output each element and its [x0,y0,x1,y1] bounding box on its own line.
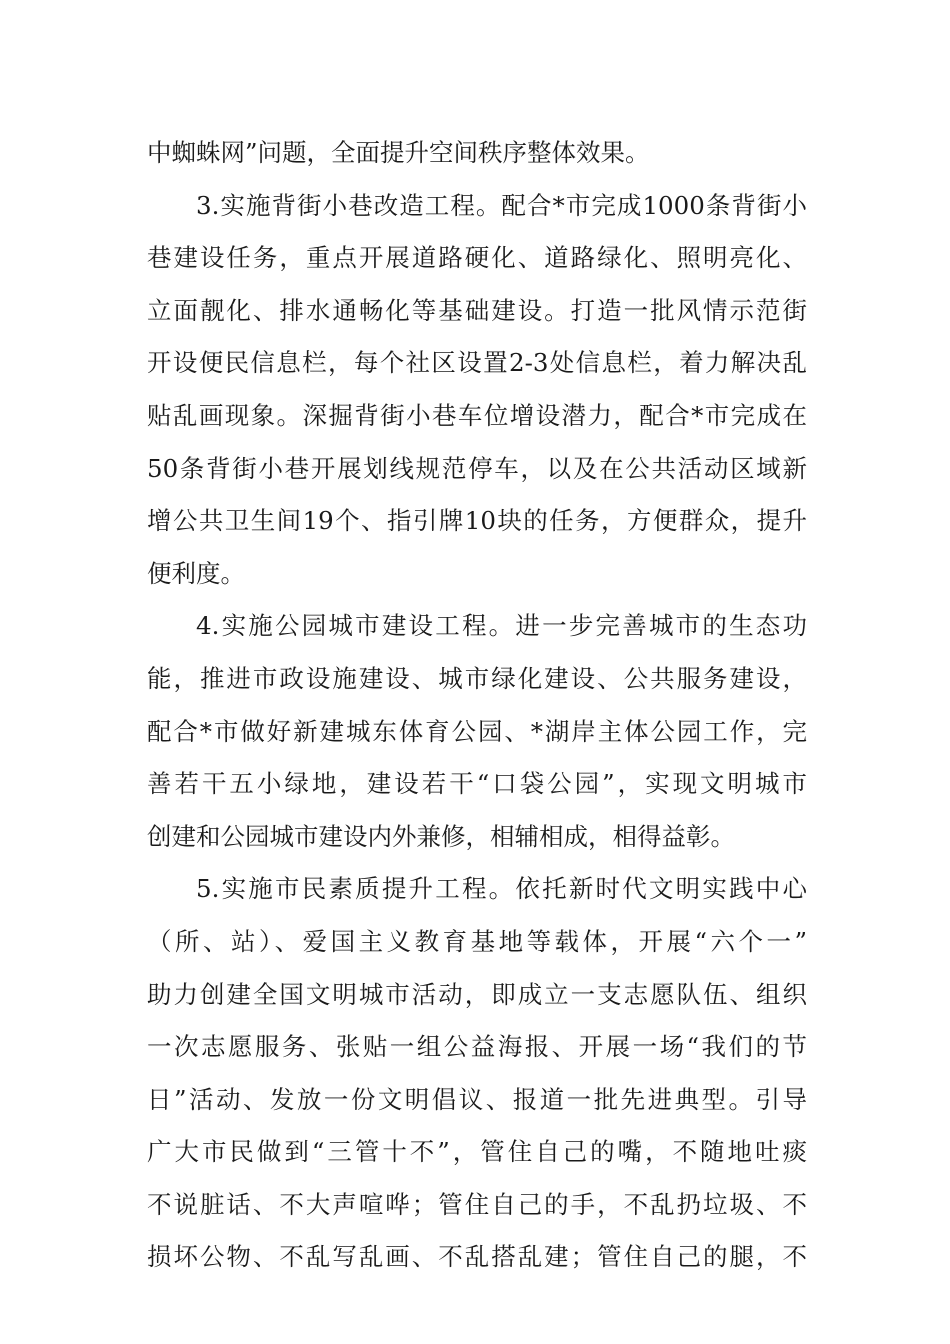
text-line: 贴乱画现象。深掘背街小巷车位增设潜力，配合*市完成在 [147,400,807,430]
text-line: 巷建设任务，重点开展道路硬化、道路绿化、照明亮化、 [147,243,807,273]
text-line: 创建和公园城市建设内外兼修，相辅相成，相得益彰。 [147,821,735,851]
text-line: 50条背街小巷开展划线规范停车，以及在公共活动区域新 [147,453,807,483]
paragraph-first-line: 4.实施公园城市建设工程。进一步完善城市的生态功 [196,611,807,641]
text-line: 广大市民做到“三管十不”，管住自己的嘴，不随地吐痰 [147,1137,807,1167]
text-line: 开设便民信息栏，每个社区设置2-3处信息栏，着力解决乱 [147,348,807,378]
document-body [147,127,807,1284]
text-line: 配合*市做好新建城东体育公园、*湖岸主体公园工作，完 [147,716,807,746]
text-line: （所、站）、爱国主义教育基地等载体，开展“六个一” [147,926,807,956]
paragraph-first-line: 3.实施背街小巷改造工程。配合*市完成1000条背街小 [196,190,807,220]
paragraph-first-line: 5.实施市民素质提升工程。依托新时代文明实践中心 [196,874,807,904]
text-line: 日”活动、发放一份文明倡议、报道一批先进典型。引导 [147,1084,807,1114]
text-line: 不说脏话、不大声喧哗；管住自己的手，不乱扔垃圾、不 [147,1189,807,1219]
text-line: 能，推进市政设施建设、城市绿化建设、公共服务建设， [147,663,807,693]
text-line: 增公共卫生间19个、指引牌10块的任务，方便群众，提升 [147,506,807,536]
text-line: 中蜘蛛网”问题，全面提升空间秩序整体效果。 [147,138,650,167]
text-line: 便利度。 [147,558,245,588]
text-line: 一次志愿服务、张贴一组公益海报、开展一场“我们的节 [147,1032,807,1062]
text-line: 善若干五小绿地，建设若干“口袋公园”，实现文明城市 [147,769,807,799]
text-line: 助力创建全国文明城市活动，即成立一支志愿队伍、组织 [147,979,807,1009]
text-line: 损坏公物、不乱写乱画、不乱搭乱建；管住自己的腿，不 [147,1242,807,1272]
text-line: 立面靓化、排水通畅化等基础建设。打造一批风情示范街 [147,295,807,325]
